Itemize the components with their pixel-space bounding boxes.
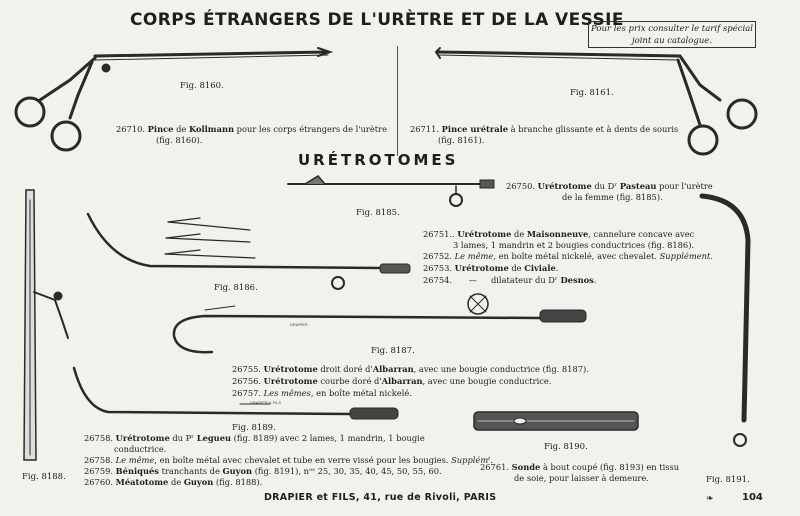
uretrotome-maisonneuve-illustration: [88, 214, 410, 289]
page-title: CORPS ÉTRANGERS DE L'URÈTRE ET DE LA VESSIE: [130, 10, 624, 30]
fig-label-8160: Fig. 8160.: [180, 81, 224, 91]
ornament-icon: ❧: [706, 494, 714, 504]
item-26759: 26759. Béniqués tranchants de Guyon (fig. 8191), nᵒˢ 25, 30, 35, 40, 45, 50, 55, 60.: [84, 466, 442, 476]
fig-label-8187: Fig. 8187.: [371, 346, 415, 356]
fig-label-8191: Fig. 8191.: [706, 475, 750, 485]
item-26756: 26756. Urétrotome courbe doré d'Albarran, avec une bougie conductrice.: [232, 376, 552, 386]
fig-label-8186: Fig. 8186.: [214, 283, 258, 293]
fig-label-8161: Fig. 8161.: [570, 88, 614, 98]
fig-label-8185: Fig. 8185.: [356, 208, 400, 218]
item-26760: 26760. Méatotome de Guyon (fig. 8188).: [84, 477, 263, 487]
item-26710: 26710. Pince de Kollmann pour les corps étrangers de l'urètre (fig. 8160).: [116, 124, 388, 145]
engraving-drapier: DRAPIER: [290, 322, 308, 327]
item-26757: 26757. Les mêmes, en boîte métal nickelé.: [232, 388, 412, 398]
item-26751: 26751.. Urétrotome de Maisonneuve, cannelure concave avec 3 lames, 1 mandrin et 2 bougies conductrices (fig. 8186).: [423, 229, 695, 250]
item-26750: 26750. Urétrotome du Dʳ Pasteau pour l'urètre de la femme (fig. 8185).: [506, 181, 713, 202]
price-note-line1: Pour les prix consulter le tarif spécial: [590, 24, 754, 34]
price-note-line2: joint au catalogue.: [631, 36, 713, 46]
meatotome-guyon-illustration: [24, 190, 68, 460]
section-title-uretrotomes: URÉTROTOMES: [298, 151, 459, 169]
engraving-drapier-paris: DRAPIER & FILS: [250, 400, 282, 405]
item-26761: 26761. Sonde à bout coupé (fig. 8193) en tissu de soie, pour laisser à demeure.: [480, 462, 680, 483]
item-26758b: 26758. Le même, en boîte métal avec chevalet et tube en verre vissé pour les bougies. Supplémᵗ.: [84, 455, 493, 465]
page-number: 104: [742, 492, 763, 503]
item-26753: 26753. Urétrotome de Civiale.: [423, 263, 559, 273]
item-26755: 26755. Urétrotome droit doré d'Albarran, avec une bougie conductrice (fig. 8187).: [232, 364, 589, 374]
item-26754: 26754. — dilatateur du Dʳ Desnos.: [423, 275, 597, 285]
uretrotome-pasteau-illustration: [288, 176, 494, 206]
item-26711: 26711. Pince urétrale à branche glissante et à dents de souris (fig. 8161).: [410, 124, 679, 145]
item-26752: 26752. Le même, en boîte métal nickelé, avec chevalet. Supplément.: [423, 251, 713, 261]
fig-label-8189: Fig. 8189.: [232, 423, 276, 433]
item-26758a: 26758. Urétrotome du Pʳ Legueu (fig. 8189) avec 2 lames, 1 mandrin, 1 bougie conductrice.: [84, 433, 425, 454]
uretrotome-albarran-illustration: [174, 294, 586, 352]
sonde-illustration: [474, 412, 638, 430]
fig-label-8190: Fig. 8190.: [544, 442, 588, 452]
footer-publisher: DRAPIER et FILS, 41, rue de Rivoli, PARIS: [264, 492, 497, 503]
beniques-guyon-illustration: [702, 196, 748, 446]
fig-label-8188: Fig. 8188.: [22, 472, 66, 482]
